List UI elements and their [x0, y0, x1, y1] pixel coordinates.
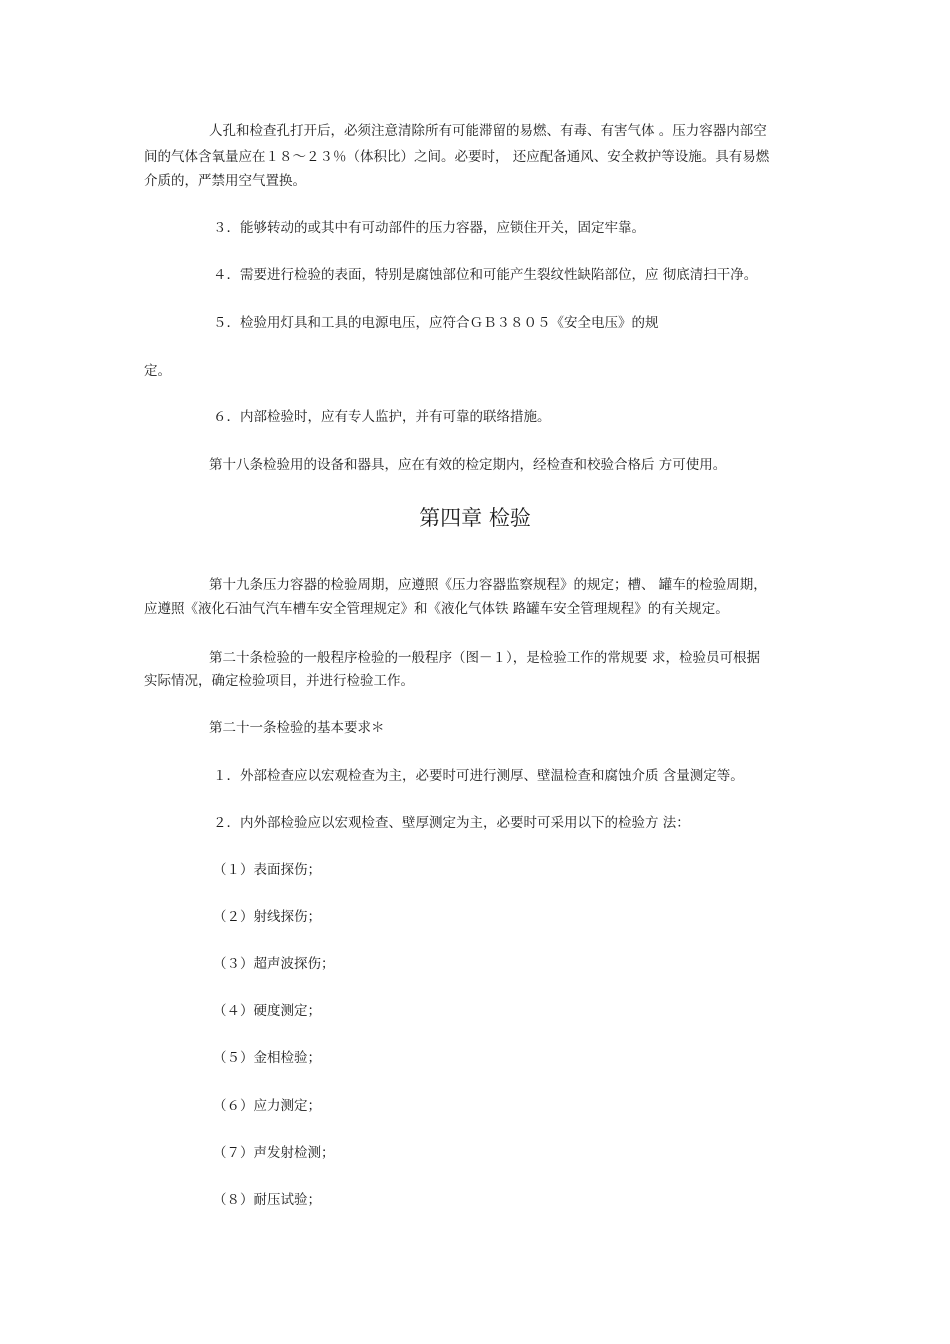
- list-item: （５）金相检验；: [213, 1050, 321, 1066]
- paragraph-line: ４．需要进行检验的表面，特别是腐蚀部位和可能产生裂纹性缺陷部位，应 彻底清扫干净。: [213, 267, 758, 283]
- paragraph-line: ３．能够转动的或其中有可动部件的压力容器，应锁住开关，固定牢靠。: [213, 220, 645, 236]
- chapter-heading: 第四章 检验: [419, 506, 531, 530]
- paragraph-line: ６．内部检验时，应有专人监护，并有可靠的联络措施。: [213, 409, 551, 425]
- paragraph-line: 介质的，严禁用空气置换。: [144, 173, 306, 189]
- paragraph-line: １．外部检查应以宏观检查为主，必要时可进行测厚、壁温检查和腐蚀介质 含量测定等。: [213, 768, 744, 784]
- list-item: （１）表面探伤；: [213, 862, 321, 878]
- list-item: （２）射线探伤；: [213, 909, 321, 925]
- paragraph-line: 第二十条检验的一般程序检验的一般程序（图－１），是检验工作的常规要 求，检验员可根据: [209, 650, 761, 666]
- paragraph-line: 人孔和检查孔打开后，必须注意清除所有可能滞留的易燃、有毒、有害气体 。压力容器内部空: [209, 123, 767, 139]
- paragraph-line: 第十八条检验用的设备和器具，应在有效的检定期内，经检查和校验合格后 方可使用。: [209, 457, 727, 473]
- list-item: （３）超声波探伤；: [213, 956, 335, 972]
- paragraph-line: 应遵照《液化石油气汽车槽车安全管理规定》和《液化气体铁 路罐车安全管理规程》的有关规定。: [144, 601, 729, 617]
- paragraph-line: 第十九条压力容器的检验周期，应遵照《压力容器监察规程》的规定；槽、 罐车的检验周期，: [209, 577, 767, 593]
- paragraph-line: 实际情况，确定检验项目，并进行检验工作。: [144, 673, 414, 689]
- list-item: （８）耐压试验；: [213, 1192, 321, 1208]
- list-item: （６）应力测定；: [213, 1098, 321, 1114]
- list-item: （４）硬度测定；: [213, 1003, 321, 1019]
- paragraph-line: 第二十一条检验的基本要求＊: [209, 720, 385, 736]
- paragraph-line: ２．内外部检验应以宏观检查、壁厚测定为主，必要时可采用以下的检验方 法：: [213, 815, 690, 831]
- list-item: （７）声发射检测；: [213, 1145, 335, 1161]
- paragraph-line: 定。: [144, 363, 171, 379]
- paragraph-line: ５．检验用灯具和工具的电源电压，应符合ＧＢ３８０５《安全电压》的规: [213, 315, 659, 331]
- paragraph-line: 间的气体含氧量应在１８～２３％（体积比）之间。必要时， 还应配备通风、安全救护等设施。具有易燃: [144, 149, 770, 165]
